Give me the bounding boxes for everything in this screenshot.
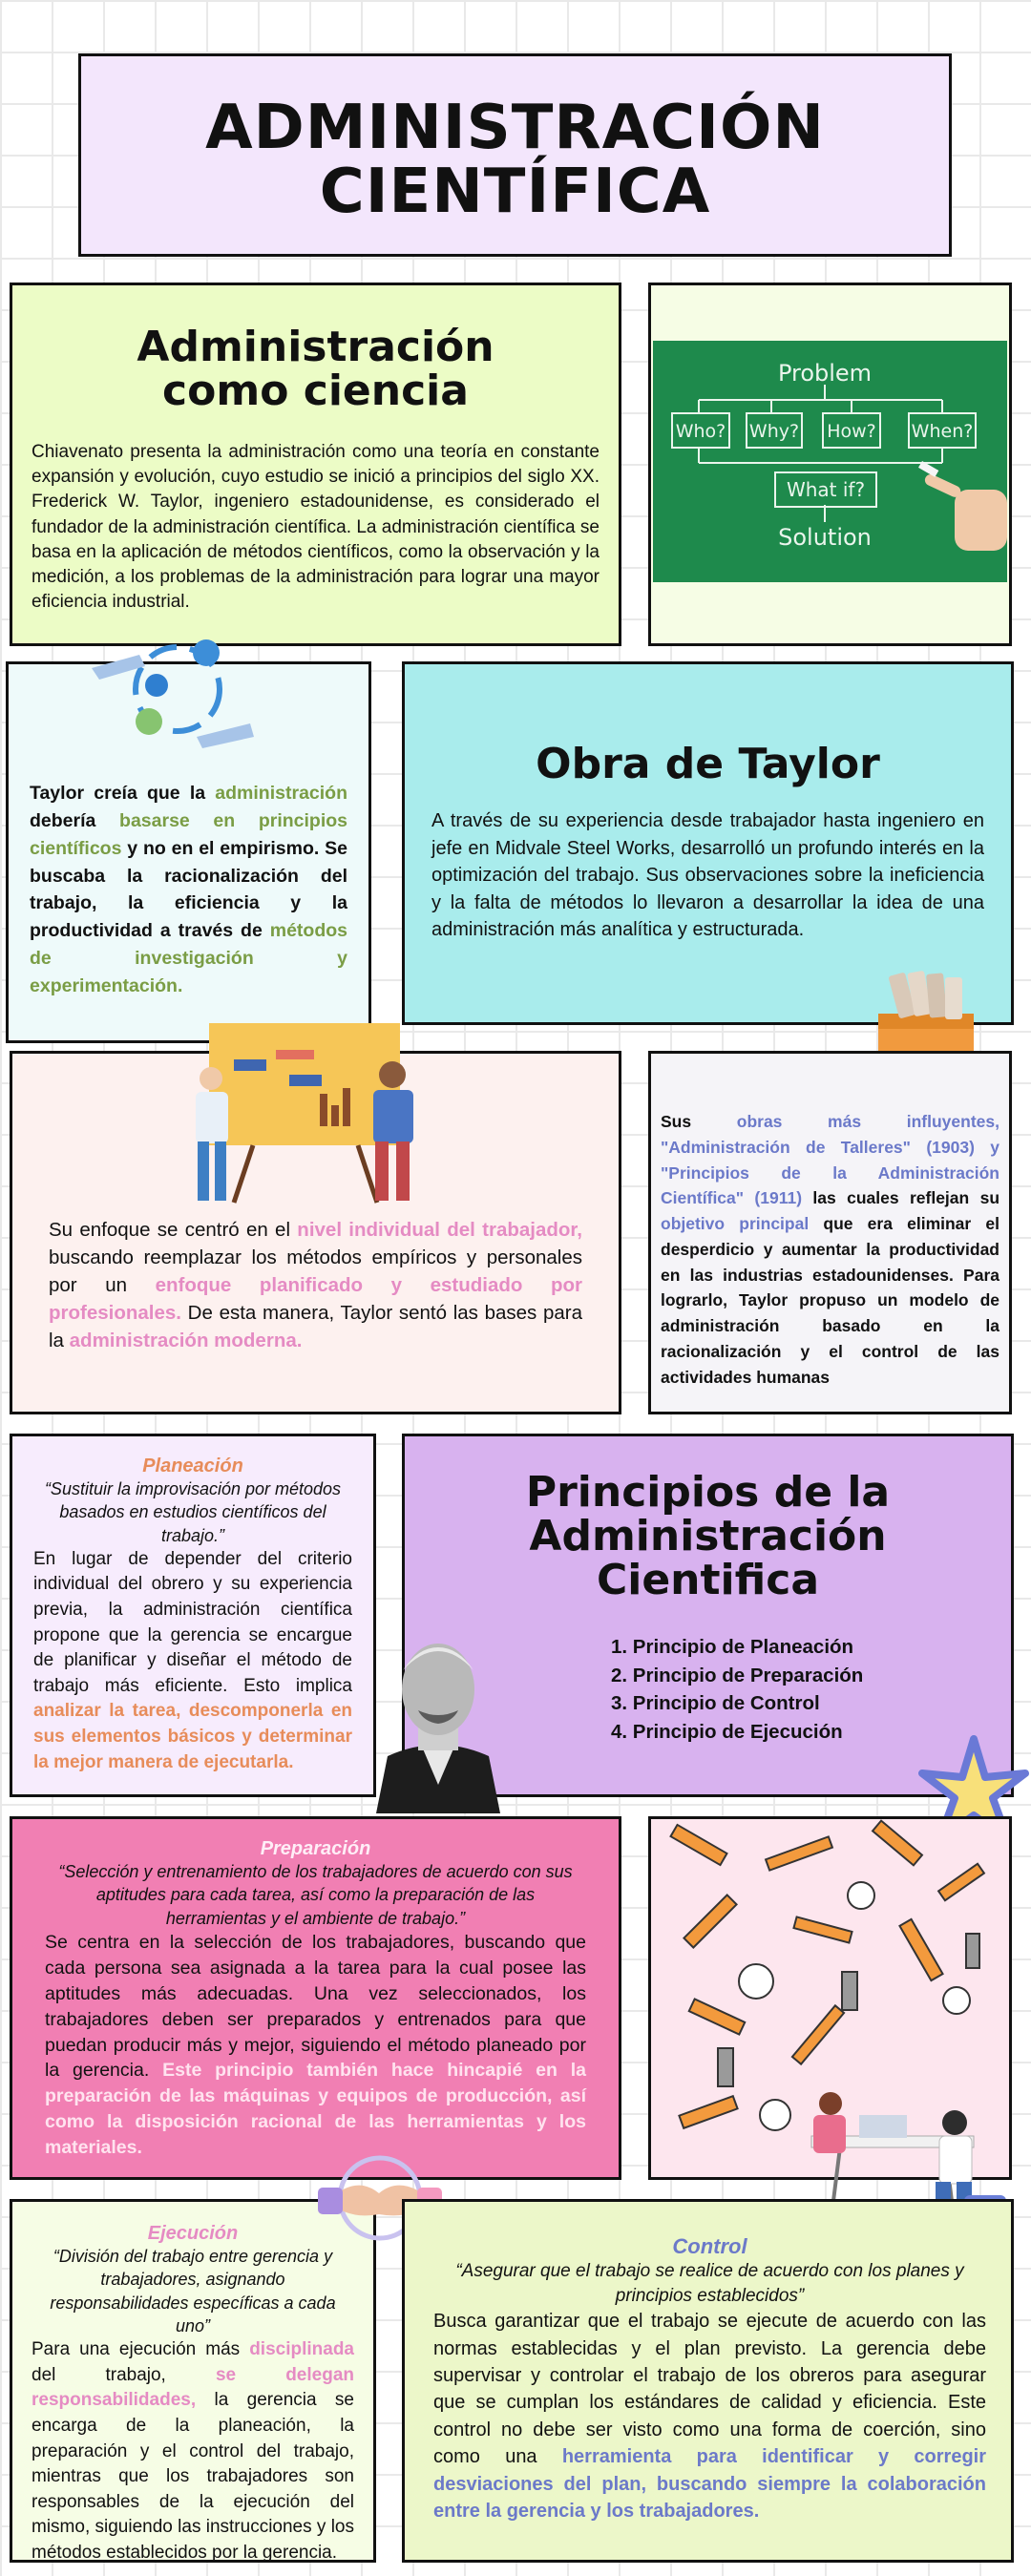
preparacion-title: Preparación bbox=[260, 1838, 371, 1859]
chalkboard-box bbox=[648, 283, 1012, 646]
taylor-belief-text: Taylor creía que la administración debería basarse en principios científicos y no en el empirismo. Se buscaba la racionalización del trabajo, la eficiencia y la productividad a través de métodos de investigación y experimentación. bbox=[30, 783, 347, 997]
title-box bbox=[78, 53, 952, 257]
ejecucion-box bbox=[10, 2199, 376, 2563]
chalk-problem: Problem bbox=[777, 360, 873, 387]
principios-heading: Principios de la Administración Cientifica bbox=[525, 1468, 891, 1605]
gear-hands-illustration bbox=[82, 630, 273, 773]
planeacion-quote: “Sustituir la improvisación por métodos basados en estudios científicos del trabajo.” bbox=[44, 1479, 342, 1545]
planeacion-box bbox=[10, 1434, 376, 1797]
planeacion-text: En lugar de depender del criterio individual del obrero y su experiencia previa, la administración científica propone que la gerencia se encargue de planificar y diseñar el método de trabajo más eficiente. Esto implica analizar la tarea, descomponerla en sus elementos básicos y determinar la mejor manera de ejecutarla. bbox=[33, 1548, 352, 1772]
obra-heading: Obra de Taylor bbox=[536, 740, 880, 788]
chalk-solution: Solution bbox=[778, 524, 872, 551]
enfoque-text: Su enfoque se centró en el nivel individual del trabajador, buscando reemplazar los métodos empíricos y personales por un enfoque planificado y estudiado por profesionales. De esta manera, Taylor sentó las bases para la administración moderna. bbox=[49, 1219, 582, 1352]
chalk-q2: Why? bbox=[748, 421, 800, 442]
principios-list bbox=[611, 1633, 863, 1747]
ciencia-heading: Administración como ciencia bbox=[137, 323, 494, 416]
ciencia-box bbox=[10, 283, 621, 646]
chalk-whatif: What if? bbox=[786, 478, 866, 501]
chalk-q3: How? bbox=[827, 421, 876, 442]
preparacion-box bbox=[10, 1816, 621, 2180]
obras-text: Sus obras más influyentes, "Administración de Talleres" (1903) y "Principios de la Administración Científica" (1911) las cuales reflejan su objetivo principal que era eliminar el desperdicio y aumentar la productividad en las industrias estadounidenses. Para lograrlo, Taylor propuso un modelo de administración basado en la racionalización y el control de las actividades humanas bbox=[661, 1112, 1000, 1387]
control-quote: “Asegurar que el trabajo se realice de acuerdo con los planes y principios establecidos” bbox=[455, 2261, 964, 2306]
principio-item: 1. Principio de Planeación bbox=[611, 1633, 863, 1662]
chalk-q1: Who? bbox=[675, 421, 726, 442]
chalkboard-image bbox=[651, 285, 1009, 643]
control-box bbox=[402, 2199, 1014, 2563]
ejecucion-quote: “División del trabajo entre gerencia y trabajadores, asignando responsabilidades específicas a cada uno” bbox=[50, 2247, 336, 2335]
chalk-q4: When? bbox=[911, 421, 974, 442]
planning-team-illustration bbox=[177, 1021, 434, 1207]
preparacion-text: Se centra en la selección de los trabajadores, buscando que cada persona sea asignada a la tarea para la cual posee las aptitudes más adecuadas. Una vez seleccionados, los trabajadores deben ser preparados y entrenados para que puedan producir más y mejor, siguiendo el método planeado por la gerencia. Este principio también hace hincapié en la preparación de las máquinas y equipos de producción, así como la disposición racional de las herramientas y los materiales. bbox=[45, 1931, 586, 2159]
ejecucion-text: Para una ejecución más disciplinada del trabajo, se delegan responsabilidades, la gerencia se encarga de la planeación, la preparación y el control del trabajo, mientras que los trabajadores son responsables de la ejecución del mismo, siguiendo las instrucciones y los métodos establecidos por la gerencia. bbox=[32, 2339, 354, 2563]
ejecucion-title: Ejecución bbox=[147, 2223, 239, 2244]
planeacion-title: Planeación bbox=[142, 1456, 243, 1476]
principio-item: 4. Principio de Ejecución bbox=[611, 1718, 863, 1747]
taylor-portrait bbox=[367, 1623, 510, 1813]
preparacion-quote: “Selección y entrenamiento de los trabajadores de acuerdo con sus aptitudes para cada tarea, así como la preparación de las herramientas y el ambiente de trabajo.” bbox=[58, 1862, 573, 1928]
obras-box bbox=[648, 1051, 1012, 1414]
principio-item: 2. Principio de Preparación bbox=[611, 1662, 863, 1690]
ciencia-text: Chiavenato presenta la administración como una teoría en constante expansión y evolución, cuyo estudio se inició a principios del siglo XX. Frederick W. Taylor, ingeniero estadounidense, es considerado el fundador de la administración científica. La administración científica se basa en la aplicación de métodos científicos, como la observación y la medición, a los problemas de la administración para lograr una mayor eficiencia industrial. bbox=[32, 442, 600, 613]
principio-item: 3. Principio de Control bbox=[611, 1689, 863, 1718]
obra-text: A través de su experiencia desde trabajador hasta ingeniero en jefe en Midvale Steel Works, desarrolló un profundo interés en la optimización del trabajo. Sus observaciones sobre la ineficiencia y la falta de métodos lo llevaron a desarrollar la idea de una administración más analítica y estructurada. bbox=[431, 810, 984, 941]
control-title: Control bbox=[672, 2234, 747, 2258]
page-title: ADMINISTRACIÓN CIENTÍFICA bbox=[205, 93, 825, 228]
control-text: Busca garantizar que el trabajo se ejecute de acuerdo con las normas establecidas y el plan previsto. La gerencia debe supervisar y controlar el trabajo de los obreros para asegurar que se cumplan los estándares de calidad y eficiencia. Este control no debe ser visto como una forma de coerción, sino como una herramienta para identificar y corregir desviaciones del plan, buscando siempre la colaboración entre la gerencia y los trabajadores. bbox=[433, 2311, 986, 2523]
